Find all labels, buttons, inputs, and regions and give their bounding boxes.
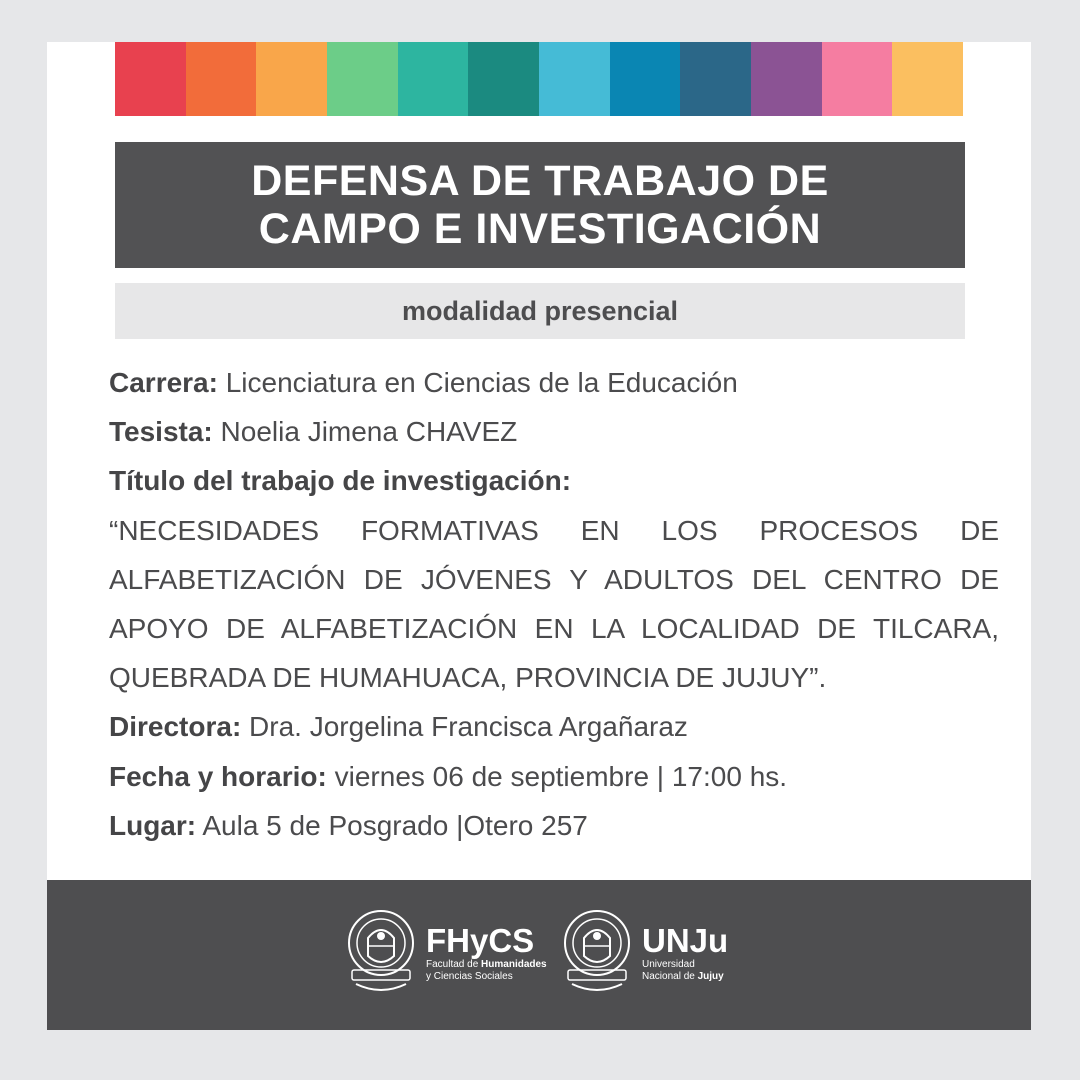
carrera-label: Carrera: [109, 367, 218, 398]
fhycs-subtitle-1: Facultad de Humanidades [426, 959, 547, 970]
fecha-value: viernes 06 de septiembre | 17:00 hs. [326, 760, 788, 792]
directora-value: Dra. Jorgelina Francisca Argañaraz [241, 711, 688, 743]
stripe-segment-5 [398, 42, 469, 116]
subtitle-banner [115, 283, 965, 339]
stripe-segment-12 [892, 42, 963, 116]
stripe-segment-9 [680, 42, 751, 116]
lugar-value: Aula 5 de Posgrado |Otero 257 [196, 809, 588, 841]
stripe-segment-1 [115, 42, 186, 116]
fecha-row [109, 752, 999, 801]
fhycs-name: FHyCS [426, 922, 535, 959]
subtitle-text: modalidad presencial [401, 295, 679, 326]
title-line-1: DEFENSA DE TRABAJO DE [251, 157, 829, 205]
directora-row [109, 702, 999, 751]
titulo-label: Título del trabajo de investigación: [109, 465, 572, 497]
stripe-segment-4 [327, 42, 398, 116]
stripe-segment-7 [539, 42, 610, 116]
fhycs-logo [346, 908, 547, 998]
color-stripe-bar [115, 42, 963, 116]
lugar-label: Lugar: [109, 809, 197, 841]
university-seal-icon [346, 908, 416, 998]
stripe-segment-3 [256, 42, 327, 116]
titulo-row [109, 456, 999, 505]
details-block [109, 358, 999, 850]
unju-name: UNJu [642, 922, 729, 959]
stripe-segment-6 [468, 42, 539, 116]
carrera-row [109, 358, 999, 407]
tesista-label: Tesista: [109, 416, 213, 448]
unju-subtitle-1: Universidad [642, 959, 695, 970]
title-banner [115, 142, 965, 268]
unju-subtitle-2: Nacional de Jujuy [642, 971, 724, 982]
title-line-2: CAMPO E INVESTIGACIÓN [258, 205, 822, 253]
thesis-title: “NECESIDADES FORMATIVAS EN LOS PROCESOS DE ALFABETIZACIÓN DE JÓVENES Y ADULTOS DEL CENTRO DE APOYO DE ALFABETIZACIÓN EN LA LOCALIDAD DE TILCARA, QUEBRADA DE HUMAHUACA, PROVINCIA DE JUJUY”. [109, 514, 999, 694]
fecha-label: Fecha y horario: [109, 760, 327, 792]
lugar-row [109, 801, 999, 850]
stripe-segment-10 [751, 42, 822, 116]
tesista-row [109, 407, 999, 456]
fhycs-subtitle-2: y Ciencias Sociales [426, 971, 513, 982]
stripe-segment-11 [822, 42, 893, 116]
stripe-segment-2 [186, 42, 257, 116]
directora-label: Directora: [109, 711, 242, 743]
stripe-segment-8 [610, 42, 681, 116]
carrera-value: Licenciatura en Ciencias de la Educación [217, 367, 738, 398]
tesista-value: Noelia Jimena CHAVEZ [212, 416, 518, 448]
unju-logo [562, 908, 728, 998]
university-seal-icon [562, 908, 632, 998]
